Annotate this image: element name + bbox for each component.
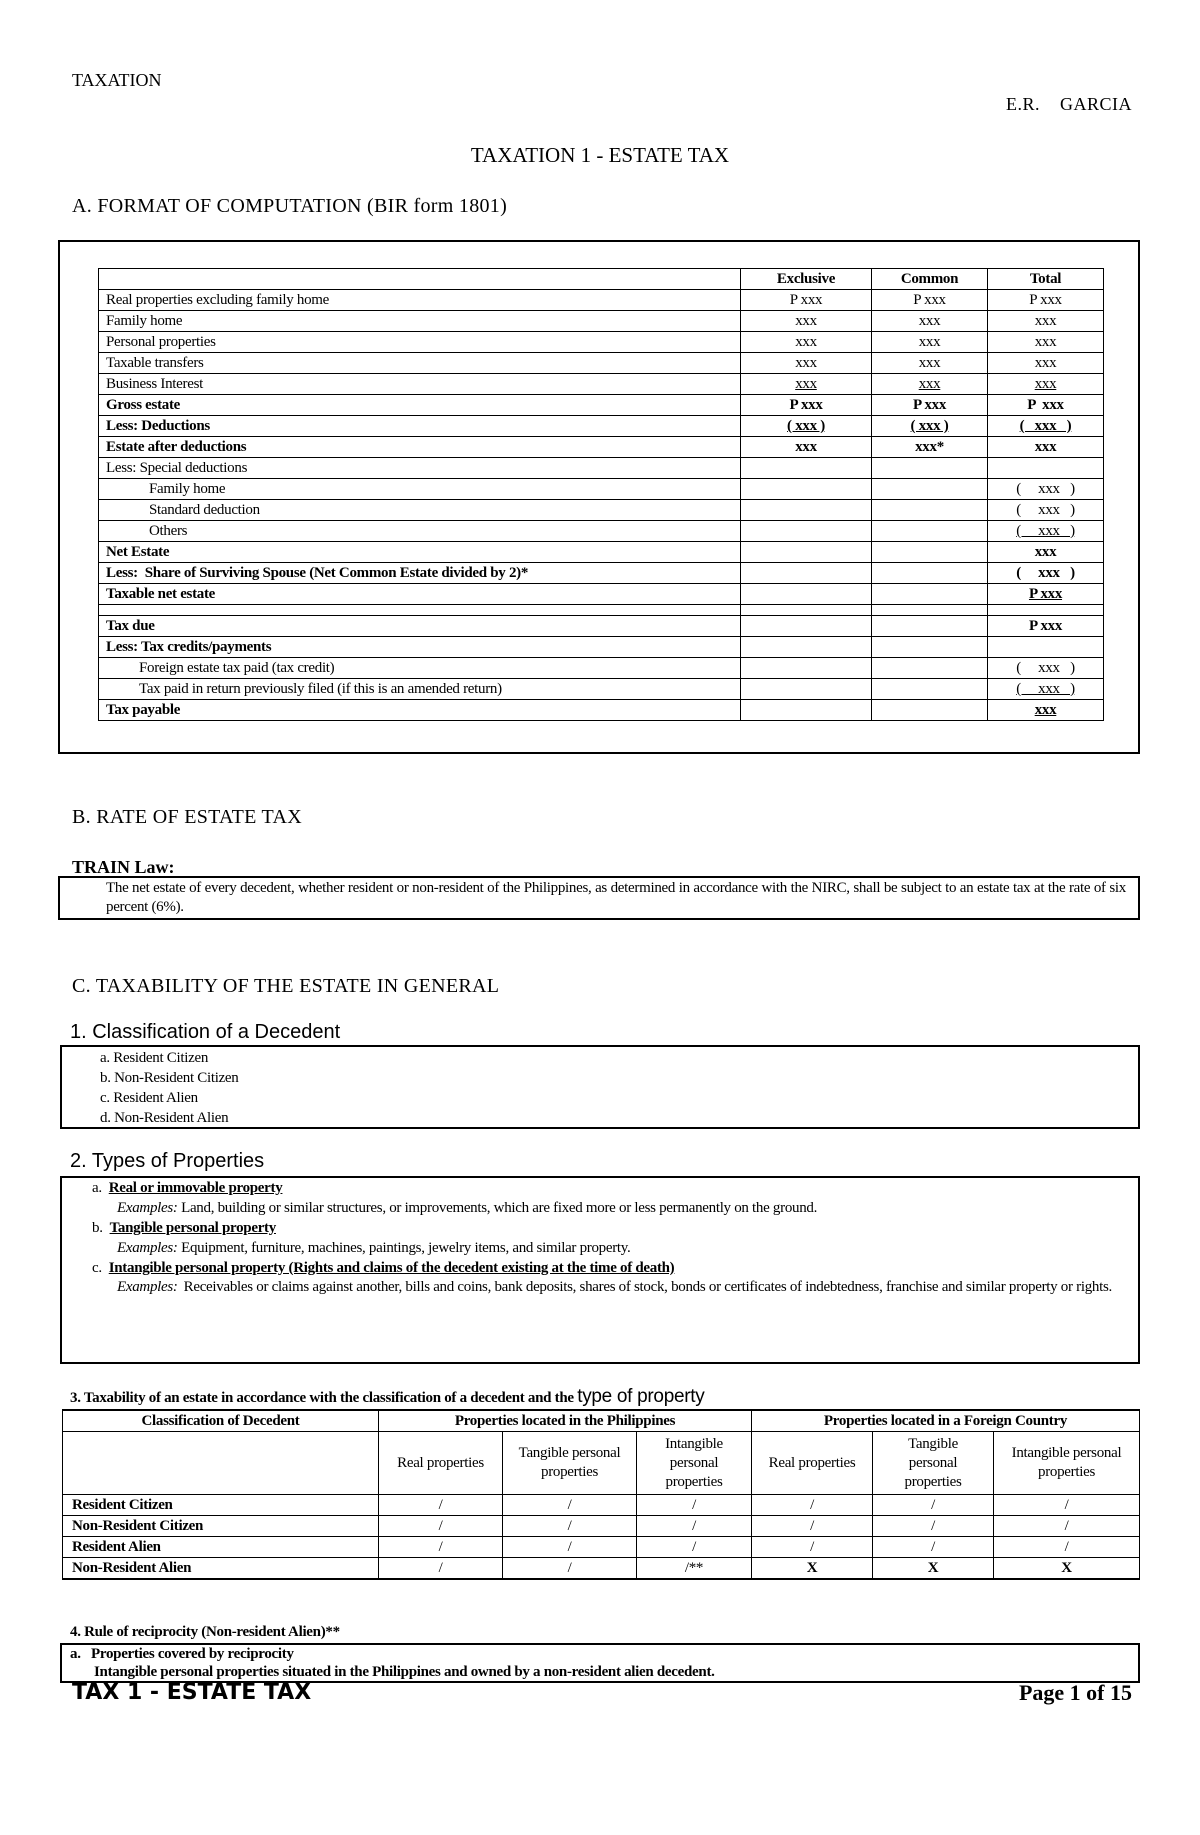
taxability-subheader: Tangible personal properties [503,1432,637,1495]
common-value [872,521,988,542]
row-label-text: Tax due [106,618,155,634]
decedent-classification: Resident Citizen [63,1495,379,1516]
header-right: E.R. GARCIA [1005,94,1132,114]
row-label-text: Family home [106,313,183,329]
taxability-mark: X [873,1558,994,1580]
common-value [872,500,988,521]
computation-row [99,584,1104,605]
total-value-text: xxx [1034,355,1057,371]
total-value [988,416,1104,437]
total-value [988,353,1104,374]
train-law-box [58,876,1140,920]
taxability-mark: / [503,1516,637,1537]
taxability-subheader: Intangible personal properties [637,1432,752,1495]
total-value-text: ( xxx ) [1016,565,1075,581]
section-c-heading: C. TAXABILITY OF THE ESTATE IN GENERAL [72,975,500,997]
taxability-mark: / [379,1495,503,1516]
taxability-mark: / [873,1537,994,1558]
column-header-exclusive: Exclusive [741,269,872,290]
taxability-mark: / [503,1537,637,1558]
row-label-text: Taxable net estate [106,586,216,602]
row-label-text: Less: Deductions [106,418,210,434]
row-label [99,500,741,521]
taxability-mark: / [994,1495,1140,1516]
common-value-text: P xxx [913,292,946,308]
type-name: Real or immovable property [108,1180,283,1196]
row-label [99,458,741,479]
taxability-mark: / [994,1537,1140,1558]
type-letter: a. [92,1180,102,1196]
taxability-mark: / [752,1495,873,1516]
common-value [872,458,988,479]
taxability-subheader: Intangible personal properties [994,1432,1140,1495]
row-label [99,679,741,700]
common-value [872,563,988,584]
total-value [988,500,1104,521]
exclusive-value [741,500,872,521]
computation-table [98,268,1104,721]
total-value [988,584,1104,605]
total-value [988,395,1104,416]
common-value [872,395,988,416]
row-label [99,658,741,679]
row-label [99,353,741,374]
total-value [988,616,1104,637]
taxability-group-header: Classification of Decedent [63,1410,379,1432]
total-value-text: ( xxx ) [1016,523,1075,539]
computation-row [99,658,1104,679]
classification-box [60,1045,1140,1129]
common-value-text: xxx* [915,439,944,455]
total-value-text: xxx [1034,439,1057,455]
computation-row [99,353,1104,374]
common-value [872,584,988,605]
row-label-text: Family home [149,481,226,497]
computation-row [99,479,1104,500]
reciprocity-heading: 4. Rule of reciprocity (Non-resident Alien)** [70,1624,340,1640]
total-value [988,290,1104,311]
property-type-item [92,1218,1126,1238]
property-type-item [92,1178,1126,1198]
document-title: TAXATION 1 - ESTATE TAX [470,143,730,167]
examples-label: Examples: [117,1240,178,1256]
row-label [99,616,741,637]
taxability-row [63,1558,1140,1580]
common-value-text: xxx [918,376,941,392]
common-value [872,479,988,500]
taxability-mark: / [379,1558,503,1580]
taxability-mark: / [752,1516,873,1537]
taxability-subheader-blank [63,1432,379,1495]
row-label [99,637,741,658]
computation-row [99,616,1104,637]
row-label [99,332,741,353]
reciprocity-a-label: a. Properties covered by reciprocity [70,1646,294,1662]
spacer-row [99,605,1104,616]
taxability-table [62,1409,1140,1580]
computation-row [99,521,1104,542]
total-value-text: P xxx [1029,292,1062,308]
footer-right: Page 1 of 15 [1018,1680,1132,1705]
exclusive-value [741,584,872,605]
exclusive-value [741,479,872,500]
train-law-text: The net estate of every decedent, whether resident or non-resident of the Philippines, as determined in accordance with the NIRC, shall be subject to an estate tax at the rate of six percent (6%). [106,880,1126,915]
property-type-examples [92,1278,1126,1297]
common-value [872,332,988,353]
row-label-text: Less: Share of Surviving Spouse (Net Common Estate divided by 2)* [106,565,529,581]
spacer-cell [872,605,988,616]
common-value-text: xxx [918,355,941,371]
total-value-text: P xxx [1028,618,1063,634]
common-value [872,290,988,311]
type-name: Tangible personal property [109,1220,276,1236]
taxability-mark: X [752,1558,873,1580]
spacer-cell [988,605,1104,616]
taxability-row [63,1537,1140,1558]
exclusive-value-text: xxx [795,376,817,392]
common-value-text: xxx [918,313,941,329]
taxability-mark: / [994,1516,1140,1537]
taxability-mark: / [379,1516,503,1537]
exclusive-value-text: P xxx [789,397,823,413]
row-label-text: Business Interest [106,376,203,392]
classification-item: b. Non-Resident Citizen [100,1070,239,1086]
common-value [872,658,988,679]
types-heading: 2. Types of Properties [70,1150,265,1172]
row-label [99,563,741,584]
computation-row [99,542,1104,563]
taxability-row [63,1495,1140,1516]
row-label-text: Tax paid in return previously filed (if this is an amended return) [139,681,502,697]
total-value-text: xxx [1034,334,1057,350]
taxability-subheader-row [63,1432,1140,1495]
common-value-text: P xxx [912,397,947,413]
computation-row [99,700,1104,721]
exclusive-value-text: xxx [795,439,817,455]
row-label-text: Real properties excluding family home [106,292,329,308]
type-letter: b. [92,1220,103,1236]
total-value [988,311,1104,332]
train-law-label: TRAIN Law: [72,857,175,877]
exclusive-value [741,679,872,700]
classification-heading: 1. Classification of a Decedent [70,1021,341,1043]
computation-row [99,679,1104,700]
reciprocity-box [60,1643,1140,1683]
taxability-heading-tail: type of property [577,1386,705,1407]
computation-row [99,416,1104,437]
section-b-heading: B. RATE OF ESTATE TAX [72,806,302,828]
row-label-text: Estate after deductions [106,439,247,455]
exclusive-value [741,616,872,637]
exclusive-value-text: P xxx [789,292,823,308]
total-value [988,700,1104,721]
decedent-classification: Resident Alien [63,1537,379,1558]
type-name: Intangible personal property (Rights and claims of the decedent existing at the time of death) [108,1260,675,1276]
total-value-text: ( xxx ) [1016,502,1075,518]
row-label [99,416,741,437]
computation-row [99,437,1104,458]
property-type-examples [92,1198,1126,1218]
computation-row [99,458,1104,479]
total-value [988,374,1104,395]
total-value [988,521,1104,542]
property-type-examples [92,1238,1126,1258]
column-header-total: Total [988,269,1104,290]
exclusive-value-text: ( xxx ) [787,418,825,434]
taxability-mark: / [873,1495,994,1516]
row-label-text: Foreign estate tax paid (tax credit) [139,660,335,676]
computation-row [99,563,1104,584]
taxability-subheader: Real properties [379,1432,503,1495]
footer-left: TAX 1 - ESTATE TAX [72,1680,312,1705]
common-value [872,700,988,721]
computation-row [99,395,1104,416]
computation-header-row [99,269,1104,290]
exclusive-value [741,521,872,542]
computation-row [99,637,1104,658]
reciprocity-a-text: Intangible personal properties situated in the Philippines and owned by a non-resident alien decedent. [94,1664,715,1680]
row-label [99,290,741,311]
classification-item: c. Resident Alien [100,1090,198,1106]
computation-row [99,290,1104,311]
property-type-item [92,1258,1126,1278]
taxability-header-row [63,1410,1140,1432]
row-label-text: Personal properties [106,334,216,350]
types-box [60,1176,1140,1364]
computation-row [99,332,1104,353]
common-value [872,416,988,437]
examples-label: Examples: [117,1279,178,1295]
exclusive-value [741,290,872,311]
common-value-text: xxx [918,334,941,350]
common-value-text: ( xxx ) [910,418,949,434]
taxability-subheader: Real properties [752,1432,873,1495]
exclusive-value [741,437,872,458]
row-label [99,311,741,332]
total-value-text: ( xxx ) [1016,660,1075,676]
decedent-classification: Non-Resident Citizen [63,1516,379,1537]
taxability-heading [70,1386,704,1408]
total-value [988,679,1104,700]
exclusive-value [741,637,872,658]
type-letter: c. [92,1260,102,1276]
total-value-text: xxx [1034,376,1057,392]
exclusive-value [741,458,872,479]
total-value-text: xxx [1034,313,1057,329]
computation-row [99,500,1104,521]
decedent-classification: Non-Resident Alien [63,1558,379,1580]
row-label [99,479,741,500]
column-header-blank [99,269,741,290]
total-value-text: ( xxx ) [1019,418,1072,434]
exclusive-value [741,542,872,563]
taxability-heading-bold: 3. Taxability of an estate in accordance with the classification of a decedent and the [70,1390,574,1406]
row-label-text: Gross estate [106,397,181,413]
exclusive-value [741,311,872,332]
spacer-cell [99,605,741,616]
total-value-text: P xxx [1027,397,1064,413]
taxability-mark: / [637,1537,752,1558]
taxability-mark: / [637,1516,752,1537]
total-value-text: ( xxx ) [1016,481,1075,497]
total-value [988,658,1104,679]
exclusive-value [741,658,872,679]
exclusive-value [741,395,872,416]
row-label [99,521,741,542]
row-label-text: Others [149,523,188,539]
header-left: TAXATION [72,70,162,90]
taxability-group-header: Properties located in the Philippines [379,1410,752,1432]
total-value-text: xxx [1034,702,1057,718]
row-label-text: Less: Special deductions [106,460,248,476]
exclusive-value [741,563,872,584]
row-label-text: Less: Tax credits/payments [106,639,272,655]
taxability-subheader: Tangible personal properties [873,1432,994,1495]
row-label-text: Net Estate [106,544,170,560]
total-value [988,637,1104,658]
taxability-mark: / [379,1537,503,1558]
total-value-text: ( xxx ) [1016,681,1075,697]
column-header-common: Common [872,269,988,290]
total-value [988,437,1104,458]
taxability-mark: X [994,1558,1140,1580]
total-value [988,479,1104,500]
row-label [99,437,741,458]
row-label-text: Standard deduction [149,502,260,518]
common-value [872,679,988,700]
computation-row [99,374,1104,395]
exclusive-value-text: xxx [795,334,817,350]
taxability-mark: / [503,1495,637,1516]
examples-text: Receivables or claims against another, bills and coins, bank deposits, shares of stock, bonds or certificates of indebtedness, franchise and similar property or rights. [183,1279,1112,1295]
spacer-cell [741,605,872,616]
common-value [872,542,988,563]
total-value [988,542,1104,563]
total-value-text: P xxx [1028,586,1063,602]
row-label [99,700,741,721]
row-label [99,542,741,563]
computation-row [99,311,1104,332]
taxability-mark: /** [637,1558,752,1580]
taxability-mark: / [873,1516,994,1537]
exclusive-value-text: xxx [795,355,817,371]
section-a-heading: A. FORMAT OF COMPUTATION (BIR form 1801) [72,195,508,217]
row-label-text: Taxable transfers [106,355,204,371]
total-value [988,563,1104,584]
total-value [988,458,1104,479]
taxability-mark: / [637,1495,752,1516]
row-label [99,584,741,605]
exclusive-value [741,353,872,374]
examples-text: Land, building or similar structures, or improvements, which are fixed more or less permanently on the ground. [181,1200,818,1216]
taxability-row [63,1516,1140,1537]
classification-item: d. Non-Resident Alien [100,1110,229,1126]
exclusive-value [741,700,872,721]
common-value [872,311,988,332]
taxability-mark: / [752,1537,873,1558]
common-value [872,616,988,637]
row-label [99,395,741,416]
total-value [988,332,1104,353]
common-value [872,374,988,395]
classification-item: a. Resident Citizen [100,1050,209,1066]
row-label-text: Tax payable [106,702,181,718]
total-value-text: xxx [1034,544,1057,560]
examples-label: Examples: [117,1200,178,1216]
exclusive-value [741,374,872,395]
common-value [872,353,988,374]
common-value [872,637,988,658]
exclusive-value-text: xxx [795,313,817,329]
taxability-mark: / [503,1558,637,1580]
examples-text: Equipment, furniture, machines, paintings, jewelry items, and similar property. [181,1240,631,1256]
common-value [872,437,988,458]
exclusive-value [741,332,872,353]
exclusive-value [741,416,872,437]
row-label [99,374,741,395]
taxability-group-header: Properties located in a Foreign Country [752,1410,1140,1432]
